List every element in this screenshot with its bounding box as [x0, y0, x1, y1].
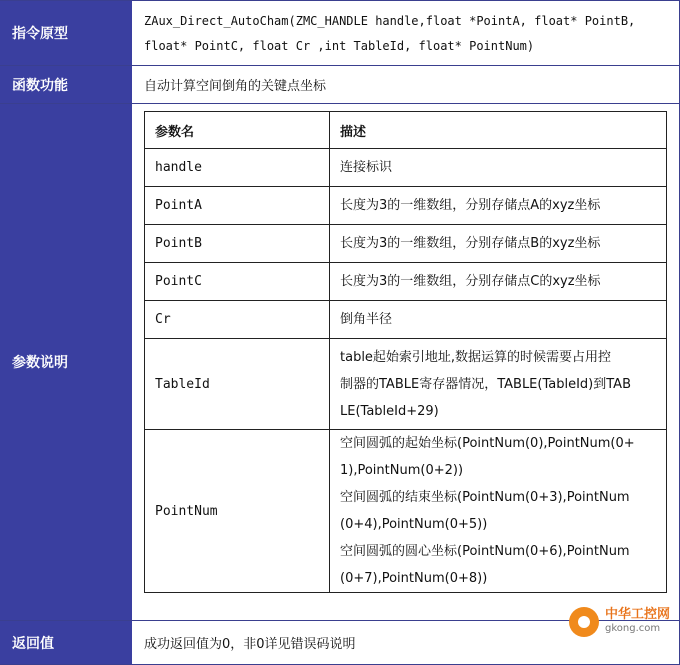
watermark-url: gkong.com — [604, 623, 661, 634]
param-name: PointA — [145, 187, 330, 225]
param-name: PointC — [145, 263, 330, 301]
description-line: 制器的TABLE寄存器情况，TABLE(TableId)到TAB — [340, 376, 631, 392]
param-description — [330, 187, 667, 225]
label-return: 返回值 — [0, 621, 133, 664]
description-line: 空间圆弧的结束坐标(PointNum(0+3),PointNum — [340, 490, 630, 505]
label-function: 函数功能 — [0, 66, 133, 103]
param-row — [145, 225, 667, 263]
description-line: 长度为3的一维数组，分别存储点A的xyz坐标 — [340, 198, 601, 213]
prototype-line-2: float* PointC, float Cr ,int TableId, float* PointNum) — [144, 39, 535, 53]
param-description — [330, 301, 667, 339]
params-header-row — [145, 112, 667, 149]
description-line: 1),PointNum(0+2)) — [340, 463, 464, 478]
param-name: TableId — [145, 339, 330, 430]
param-name: PointNum — [145, 430, 330, 593]
description-line: 空间圆弧的起始坐标(PointNum(0),PointNum(0+ — [340, 436, 635, 451]
description-line: 空间圆弧的圆心坐标(PointNum(0+6),PointNum — [340, 544, 630, 559]
description-line: 长度为3的一维数组，分别存储点B的xyz坐标 — [340, 236, 601, 251]
param-name: PointB — [145, 225, 330, 263]
description-line: 倒角半径 — [340, 312, 393, 327]
watermark — [569, 607, 670, 637]
label-params: 参数说明 — [0, 104, 133, 620]
params-table — [144, 111, 667, 593]
value-function: 自动计算空间倒角的关键点坐标 — [133, 66, 680, 103]
param-description — [330, 225, 667, 263]
description-line: (0+7),PointNum(0+8)) — [340, 571, 488, 586]
param-row — [145, 149, 667, 187]
value-params — [133, 104, 680, 620]
header-description: 描述 — [330, 112, 667, 149]
row-prototype — [0, 0, 680, 66]
param-row — [145, 263, 667, 301]
param-description — [330, 339, 667, 430]
param-row — [145, 339, 667, 430]
param-name: Cr — [145, 301, 330, 339]
param-row — [145, 301, 667, 339]
description-line: table起始索引地址,数据运算的时候需要占用控 — [340, 349, 612, 365]
param-name: handle — [145, 149, 330, 187]
param-description — [330, 263, 667, 301]
label-prototype: 指令原型 — [0, 1, 133, 65]
description-line: 长度为3的一维数组，分别存储点C的xyz坐标 — [340, 274, 601, 289]
description-line: 连接标识 — [340, 160, 393, 175]
param-description — [330, 149, 667, 187]
description-line: (0+4),PointNum(0+5)) — [340, 517, 488, 532]
row-function — [0, 66, 680, 104]
row-params — [0, 104, 680, 621]
prototype-line-1: ZAux_Direct_AutoCham(ZMC_HANDLE handle,float *PointA, float* PointB, — [144, 14, 636, 28]
param-row — [145, 187, 667, 225]
param-row — [145, 430, 667, 593]
value-prototype — [133, 1, 680, 65]
gear-icon — [569, 607, 599, 637]
watermark-cn: 中华工控网 — [604, 607, 670, 622]
header-param-name: 参数名 — [145, 112, 330, 149]
value-return: 成功返回值为0，非0详见错误码说明 — [133, 621, 680, 664]
param-description — [330, 430, 667, 593]
description-line: LE(TableId+29) — [340, 403, 439, 419]
